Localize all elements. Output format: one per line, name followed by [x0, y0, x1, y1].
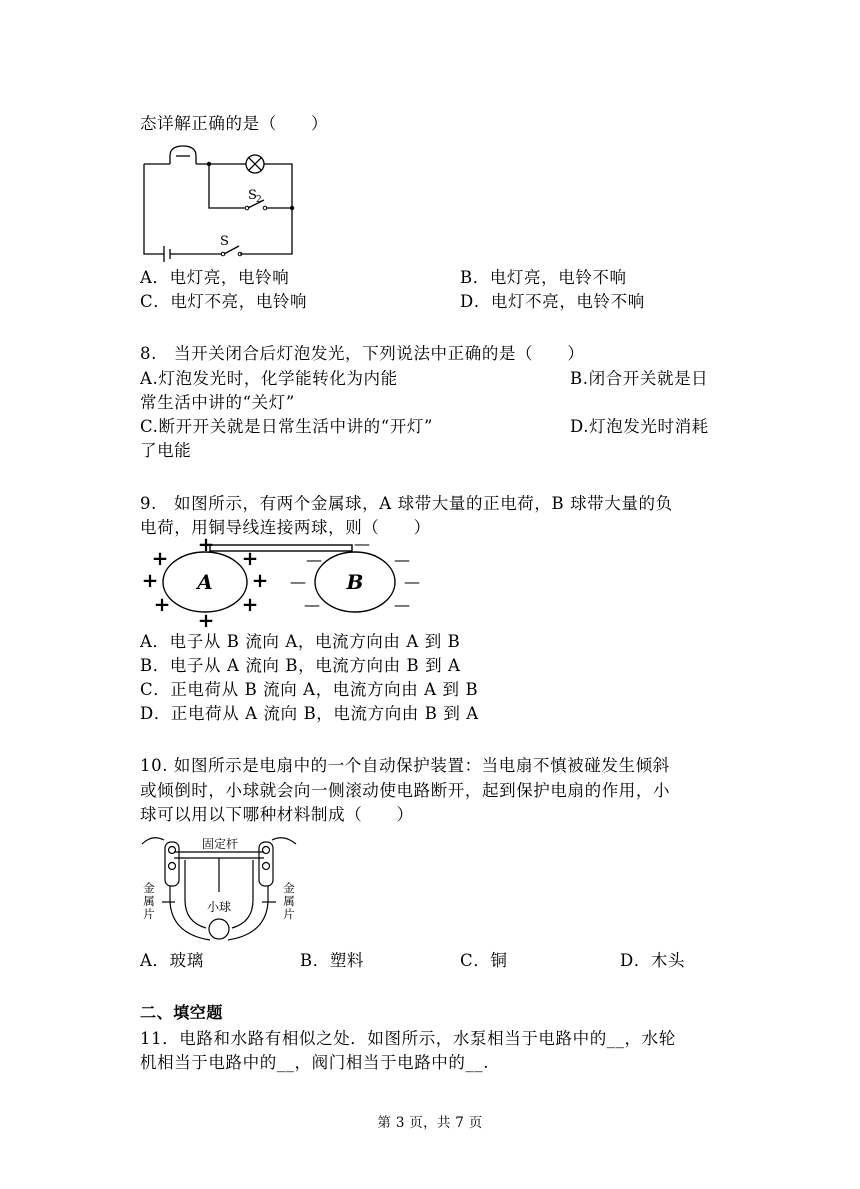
- sphere-b-label: B: [346, 570, 364, 594]
- q10-stem-line2: 或倾倒时，小球就会向一侧滚动使电路断开，起到保护电扇的作用，小: [140, 781, 671, 800]
- q10-option-c: C．铜: [460, 951, 508, 970]
- metal-sheet-label-left: 金: [143, 881, 155, 895]
- minus-sign: —: [290, 572, 306, 591]
- q9-charged-spheres-figure: [140, 532, 440, 632]
- q9-option-d: D．正电荷从 A 流向 B，电流方向由 B 到 A: [140, 704, 479, 723]
- q10-stem-line1: 10. 如图所示是电扇中的一个自动保护装置：当电扇不慎被碰发生倾斜: [140, 756, 670, 775]
- minus-sign: —: [354, 534, 370, 553]
- metal-sheet-label-right: 属: [283, 894, 295, 908]
- q8-option-d-cont: 了电能: [140, 441, 192, 460]
- minus-sign: —: [304, 595, 320, 614]
- q10-protection-device-figure: [140, 830, 300, 948]
- page-footer: 第 3 页，共 7 页: [377, 1115, 483, 1131]
- q11-stem-line1: 11．电路和水路有相似之处．如图所示，水泵相当于电路中的__，水轮: [140, 1029, 676, 1048]
- metal-sheet-label-left: 片: [143, 907, 155, 921]
- plus-sign: +: [151, 546, 169, 570]
- q7-stem-tail: 态详解正确的是（ ）: [140, 114, 329, 133]
- q8-stem: 8. 当开关闭合后灯泡发光，下列说法中正确的是（ ）: [140, 344, 585, 363]
- metal-sheet-label-left: 属: [143, 894, 155, 908]
- q8-option-b: B.闭合开关就是日: [570, 369, 709, 388]
- sphere-a-label: A: [197, 570, 213, 594]
- q7-option-b: B．电灯亮，电铃不响: [460, 268, 627, 287]
- fixed-rod-label: 固定杆: [201, 837, 239, 851]
- q7-option-c: C．电灯不亮，电铃响: [140, 292, 308, 311]
- minus-sign: —: [404, 572, 420, 591]
- metal-sheet-label-right: 金: [283, 881, 295, 895]
- plus-sign: +: [251, 568, 269, 592]
- s-label: S: [220, 234, 229, 249]
- plus-sign: +: [197, 532, 215, 556]
- q8-option-b-cont: 常生活中讲的“关灯”: [140, 393, 295, 412]
- q10-option-d: D．木头: [620, 951, 686, 970]
- q8-option-d: D.灯泡发光时消耗: [570, 417, 709, 436]
- q8-option-c: C.断开开关就是日常生活中讲的“开灯”: [140, 417, 434, 436]
- minus-sign: —: [306, 550, 322, 569]
- q9-stem-line2: 电荷，用铜导线连接两球，则（ ）: [140, 518, 431, 537]
- s2-subscript: 2: [256, 195, 262, 205]
- ball-label: 小球: [206, 900, 232, 914]
- minus-sign: —: [394, 595, 410, 614]
- s2-label: S: [248, 188, 257, 203]
- section-title-fill-in: 二、填空题: [140, 1003, 224, 1022]
- q10-stem-line3: 球可以用以下哪种材料制成（ ）: [140, 805, 414, 824]
- plus-sign: +: [241, 546, 259, 570]
- plus-sign: +: [241, 592, 259, 616]
- q11-stem-line2: 机相当于电路中的__，阀门相当于电路中的__.: [140, 1053, 490, 1072]
- minus-sign: —: [394, 550, 410, 569]
- plus-sign: +: [197, 608, 215, 632]
- q9-stem-line1: 9. 如图所示，有两个金属球，A 球带大量的正电荷，B 球带大量的负: [140, 494, 673, 513]
- q7-option-a: A．电灯亮，电铃响: [140, 268, 290, 287]
- q7-circuit-figure: [140, 138, 300, 260]
- q9-option-a: A．电子从 B 流向 A，电流方向由 A 到 B: [140, 632, 461, 651]
- q10-option-a: A．玻璃: [140, 951, 204, 970]
- plus-sign: +: [141, 568, 159, 592]
- q8-option-a: A.灯泡发光时，化学能转化为内能: [140, 369, 398, 388]
- q10-option-b: B．塑料: [300, 951, 365, 970]
- plus-sign: +: [153, 592, 171, 616]
- metal-sheet-label-right: 片: [283, 907, 295, 921]
- q9-option-b: B．电子从 A 流向 B，电流方向由 B 到 A: [140, 656, 461, 675]
- q9-option-c: C．正电荷从 B 流向 A，电流方向由 A 到 B: [140, 680, 479, 699]
- q7-option-d: D．电灯不亮，电铃不响: [460, 292, 645, 311]
